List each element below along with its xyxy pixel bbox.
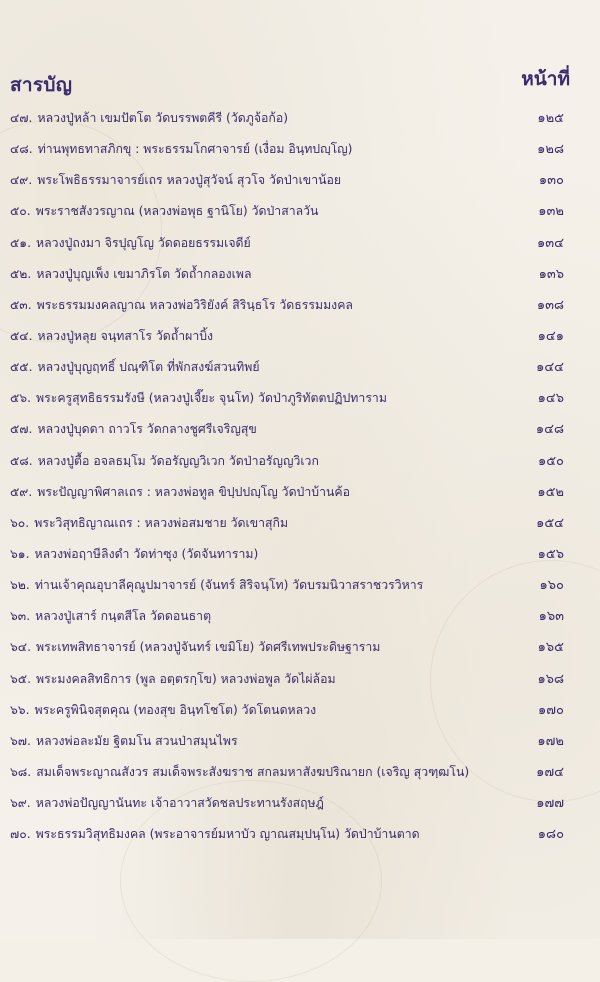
entry-title: พระราชสังวรญาณ (หลวงพ่อพุธ ฐานิโย) วัดป่าสาลวัน bbox=[35, 204, 319, 219]
toc-entry[interactable] bbox=[10, 570, 564, 601]
entry-number: ๖๔. bbox=[10, 640, 32, 655]
entry-page-number: ๑๔๘ bbox=[535, 422, 564, 438]
entry-page-number: ๑๒๘ bbox=[537, 142, 564, 158]
toc-entry[interactable] bbox=[10, 601, 564, 632]
entry-number: ๕๔. bbox=[10, 328, 33, 343]
entry-number: ๖๗. bbox=[10, 733, 31, 748]
entry-title: พระธรรมวิสุทธิมงคล (พระอาจารย์มหาบัว ญาณสมฺปนฺโน) วัดป่าบ้านตาด bbox=[35, 827, 420, 842]
entry-page-number: ๑๘๐ bbox=[537, 827, 564, 843]
entry-number: ๖๖. bbox=[10, 702, 30, 717]
toc-entry[interactable] bbox=[10, 383, 564, 414]
toc-entry[interactable] bbox=[10, 414, 564, 445]
entry-page-number: ๑๓๖ bbox=[538, 266, 564, 282]
entry-title: หลวงปู่บุญฤทธิ์ ปณฺฑิโต ที่พักสงฆ์สวนทิพย์ bbox=[37, 360, 260, 375]
entry-page-number: ๑๔๑ bbox=[537, 328, 564, 344]
toc-entry[interactable] bbox=[10, 632, 564, 663]
toc-entry[interactable] bbox=[10, 321, 564, 352]
entry-title: พระโพธิธรรมาจารย์เถร หลวงปู่สุวัจน์ สุวโจ วัดป่าเขาน้อย bbox=[37, 173, 342, 188]
entry-title: หลวงพ่อฤาษีลิงดำ วัดท่าซุง (วัดจันทาราม) bbox=[34, 546, 259, 561]
entry-number: ๕๓. bbox=[10, 297, 32, 312]
entry-title: หลวงปู่บุญเพ็ง เขมาภิรโต วัดถ้ำกลองเพล bbox=[36, 266, 252, 281]
entry-page-number: ๑๓๔ bbox=[537, 235, 564, 251]
entry-title: ท่านเจ้าคุณอุบาลีคุณูปมาจารย์ (จันทร์ สิริจนฺโท) วัดบรมนิวาสราชวรวิหาร bbox=[34, 578, 424, 593]
entry-title: หลวงปู่เสาร์ กนฺตสีโล วัดดอนธาตุ bbox=[35, 609, 212, 624]
entry-title: พระเทพสิทธาจารย์ (หลวงปู่จันทร์ เขมิโย) วัดศรีเทพประดิษฐาราม bbox=[36, 640, 381, 655]
entry-number: ๖๘. bbox=[10, 764, 32, 779]
entry-number: ๗๐. bbox=[10, 827, 31, 842]
entry-page-number: ๑๗๒ bbox=[537, 733, 564, 749]
toc-entry[interactable] bbox=[10, 446, 564, 477]
entry-title: หลวงปู่ถงมา จิรปุญโญ วัดดอยธรรมเจดีย์ bbox=[36, 235, 251, 250]
entry-page-number: ๑๗๔ bbox=[536, 764, 564, 780]
entry-title: พระธรรมมงคลญาณ หลวงพ่อวิริยังค์ สิรินฺธโร วัดธรรมมงคล bbox=[36, 297, 353, 312]
entry-number: ๕๐. bbox=[10, 204, 31, 219]
entry-page-number: ๑๓๒ bbox=[538, 204, 564, 220]
entry-title: พระปัญญาพิศาลเถร : หลวงพ่อทูล ขิปฺปปญฺโญ วัดป่าบ้านค้อ bbox=[37, 484, 350, 499]
entry-title: พระมงคลสิทธิการ (พูล อตฺตรกฺโข) หลวงพ่อพูล วัดไผ่ล้อม bbox=[36, 671, 336, 686]
toc-entry[interactable] bbox=[10, 664, 564, 695]
page-column-heading: หน้าที่ bbox=[521, 68, 570, 90]
entry-number: ๖๐. bbox=[10, 515, 30, 530]
entry-page-number: ๑๕๔ bbox=[536, 515, 564, 531]
entry-number: ๕๕. bbox=[10, 360, 33, 375]
entry-page-number: ๑๗๐ bbox=[538, 702, 564, 718]
entry-page-number: ๑๕๒ bbox=[537, 484, 564, 500]
toc-entry[interactable] bbox=[10, 788, 564, 819]
entry-number: ๖๓. bbox=[10, 609, 31, 624]
entry-number: ๕๑. bbox=[10, 235, 32, 250]
entry-title: หลวงปู่หล้า เขมปัตโต วัดบรรพตคีรี (วัดภูจ้อก้อ) bbox=[37, 111, 289, 125]
entry-title: พระครูพินิจสุตคุณ (ทองสุข อินฺทโชโต) วัดโตนดหลวง bbox=[34, 702, 317, 717]
entry-page-number: ๑๕๖ bbox=[537, 546, 564, 562]
toc-entry[interactable] bbox=[10, 103, 564, 134]
toc-list bbox=[10, 103, 564, 850]
toc-entry[interactable] bbox=[10, 134, 564, 165]
entry-title: หลวงปู่ตื้อ อจลธมฺโม วัดอรัญญวิเวก วัดป่าอรัญญวิเวก bbox=[37, 453, 319, 468]
toc-entry[interactable] bbox=[10, 757, 564, 788]
entry-number: ๕๖. bbox=[10, 391, 32, 406]
entry-title: หลวงปู่บุดดา ถาวโร วัดกลางชูศรีเจริญสุข bbox=[37, 422, 257, 437]
entry-page-number: ๑๔๖ bbox=[537, 391, 564, 407]
toc-entry[interactable] bbox=[10, 539, 564, 570]
toc-entry[interactable] bbox=[10, 726, 564, 757]
toc-title: สารบัญ bbox=[10, 74, 73, 96]
entry-page-number: ๑๔๔ bbox=[536, 360, 564, 376]
toc-entry[interactable] bbox=[10, 259, 564, 290]
toc-entry[interactable] bbox=[10, 695, 564, 726]
entry-title: พระวิสุทธิญาณเถร : หลวงพ่อสมชาย วัดเขาสุกิม bbox=[34, 515, 289, 530]
entry-page-number: ๑๖๓ bbox=[538, 609, 564, 625]
toc-entry[interactable] bbox=[10, 352, 564, 383]
entry-title: สมเด็จพระญาณสังวร สมเด็จพระสังฆราช สกลมหาสังฆปริณายก (เจริญ สุวฑฺฒโน) bbox=[36, 764, 470, 779]
entry-title: หลวงปู่หลุย จนฺทสาโร วัดถ้ำผาบิ้ง bbox=[37, 328, 214, 343]
entry-title: พระครูสุทธิธรรมรังษี (หลวงปู่เจี๊ยะ จุนโท) วัดป่าภูริทัตตปฏิปทาราม bbox=[36, 391, 387, 406]
entry-title: หลวงพ่อละมัย ฐิตมโน สวนป่าสมุนไพร bbox=[35, 733, 238, 748]
entry-number: ๔๗. bbox=[10, 111, 33, 125]
entry-page-number: ๑๓๐ bbox=[538, 173, 564, 189]
entry-number: ๕๘. bbox=[10, 453, 33, 468]
entry-number: ๖๕. bbox=[10, 671, 32, 686]
entry-number: ๕๒. bbox=[10, 266, 32, 281]
entry-number: ๖๒. bbox=[10, 578, 30, 593]
entry-number: ๖๑. bbox=[10, 546, 30, 561]
entry-number: ๕๗. bbox=[10, 422, 33, 437]
toc-entry[interactable] bbox=[10, 508, 564, 539]
toc-entry[interactable] bbox=[10, 290, 564, 321]
entry-number: ๔๘. bbox=[10, 142, 33, 157]
entry-number: ๔๙. bbox=[10, 173, 33, 188]
toc-entry[interactable] bbox=[10, 477, 564, 508]
toc-entry[interactable] bbox=[10, 165, 564, 196]
entry-number: ๖๙. bbox=[10, 796, 31, 811]
entry-title: หลวงพ่อปัญญานันทะ เจ้าอาวาสวัดชลประทานรังสฤษฎ์ bbox=[35, 796, 324, 811]
toc-entry[interactable] bbox=[10, 228, 564, 259]
entry-page-number: ๑๖๕ bbox=[537, 640, 564, 656]
entry-page-number: ๑๖๘ bbox=[537, 671, 564, 687]
toc-entry[interactable] bbox=[10, 819, 564, 850]
entry-title: ท่านพุทธทาสภิกขุ : พระธรรมโกศาจารย์ (เงื่อม อินฺทปญฺโญ) bbox=[37, 142, 353, 157]
entry-page-number: ๑๓๘ bbox=[536, 297, 564, 313]
toc-header bbox=[10, 64, 570, 94]
entry-page-number: ๑๒๕ bbox=[537, 111, 564, 126]
entry-page-number: ๑๖๐ bbox=[539, 578, 564, 594]
entry-page-number: ๑๗๗ bbox=[536, 796, 564, 812]
toc-entry[interactable] bbox=[10, 196, 564, 227]
entry-number: ๕๙. bbox=[10, 484, 33, 499]
entry-page-number: ๑๕๐ bbox=[537, 453, 564, 469]
